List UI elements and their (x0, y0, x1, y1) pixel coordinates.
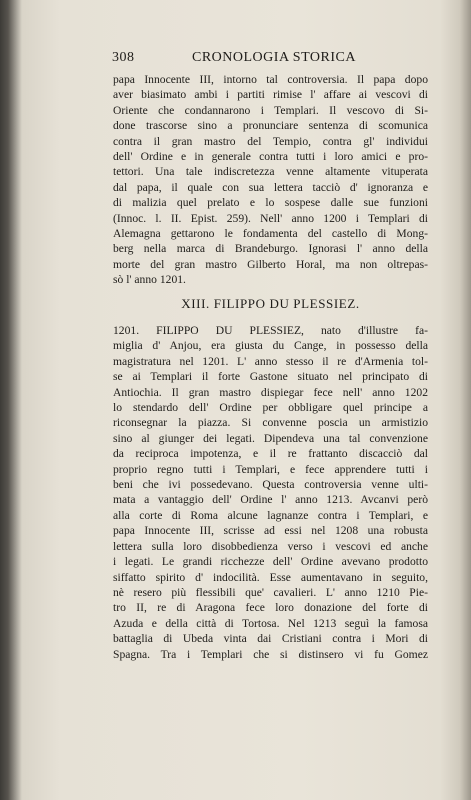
text-line: Spagna. Tra i Templari che si distinsero vi fu Gomez (113, 647, 428, 661)
text-line: contra il gran mastro del Tempio, contra gl' individui (113, 134, 428, 148)
text-line: Antiochia. Il gran mastro dispiegar fece nell' anno 1202 (113, 385, 428, 399)
text-line: dell' Ordine e in generale contra tutti i loro amici e pro- (113, 150, 428, 164)
text-line: di malizia quel prelato e lo sospese dalle sue funzioni (113, 196, 428, 210)
chapter-body (113, 323, 428, 662)
text-line: Oriente che condannarono i Templari. Il vescovo di Si- (113, 103, 428, 117)
text-line: papa Innocente III, scrisse ad essi nel 1208 una robusta (113, 524, 428, 538)
text-line: alla corte di Roma alcune lagnanze contra i Templari, e (113, 508, 428, 522)
text-line: tro II, re di Aragona fece loro donazione del forte di (113, 601, 428, 615)
text-line: 1201. FILIPPO DU PLESSIEZ, nato d'illustre fa- (113, 324, 428, 337)
text-line: sino al giunger dei legati. Dipendeva una tal convenzione (113, 431, 428, 445)
text-line: berg nella marca di Brandeburgo. Ignorasi l' anno della (113, 242, 428, 256)
text-line: riconsegnar la piazza. Si convenne poscia un armistizio (113, 416, 428, 430)
paragraph-continuation (113, 72, 428, 288)
text-line: Alemagna gettarono le fondamenta del castello di Mong- (113, 227, 428, 241)
text-line: battaglia di Ubeda vinta dai Cristiani contra i Mori di (113, 632, 428, 646)
text-line: papa Innocente III, intorno tal controversia. Il papa dopo (113, 73, 428, 86)
text-line: tettori. Una tale indiscretezza venne altamente vituperata (113, 165, 428, 179)
text-line: siffatto spirito d' indocilità. Esse aumentavano in seguito, (113, 570, 428, 584)
chapter-heading: XIII. FILIPPO DU PLESSIEZ. (181, 296, 360, 311)
text-line: nè resero più flessibili que' cavalieri. L' anno 1210 Pie- (113, 585, 428, 599)
text-line: (Innoc. l. II. Epist. 259). Nell' anno 1200 i Templari di (113, 211, 428, 225)
text-line: Azuda e della città di Tortosa. Nel 1213 seguì la famosa (113, 616, 428, 630)
text-line: dal papa, il quale con sua lettera tacciò d' ignoranza e (113, 180, 428, 194)
text-line: se ai Templari il forte Gastone situato nel principato di (113, 370, 428, 384)
text-line: sò l' anno 1201. (113, 273, 186, 287)
text-line: mata a vantaggio dell' Ordine l' anno 1213. Avcanvi però (113, 493, 428, 507)
text-line: magistratura nel 1201. L' anno stesso il re d'Armenia tol- (113, 354, 428, 368)
text-line: i legati. Le grandi ricchezze dell' Ordine avevano prodotto (113, 555, 428, 569)
text-line: morte del gran mastro Gilberto Horal, ma non oltrepas- (113, 257, 428, 271)
text-line: da reciproca impotenza, e il re frattanto discacciò dal (113, 447, 428, 461)
page-number: 308 (112, 50, 135, 65)
text-line: proprio regno tutti i Templari, e fece apprendere tutti i (113, 462, 428, 476)
text-line: lo stendardo dell' Ordine per obbligare quel principe a (113, 401, 428, 415)
text-line: miglia d' Anjou, era giusta du Cange, in possesso della (113, 339, 428, 353)
text-line: aver biasimato ambi i partiti rimise l' affare ai vescovi di (113, 88, 428, 102)
text-line: beni che ivi possedevano. Questa controversia venne ulti- (113, 478, 428, 492)
text-line: lettera sulla loro disobbedienza verso i vescovi ed anche (113, 539, 428, 553)
running-title: CRONOLOGIA STORICA (192, 50, 356, 65)
text-line: done trascorse sino a pronunciare sentenza di scomunica (113, 119, 428, 133)
